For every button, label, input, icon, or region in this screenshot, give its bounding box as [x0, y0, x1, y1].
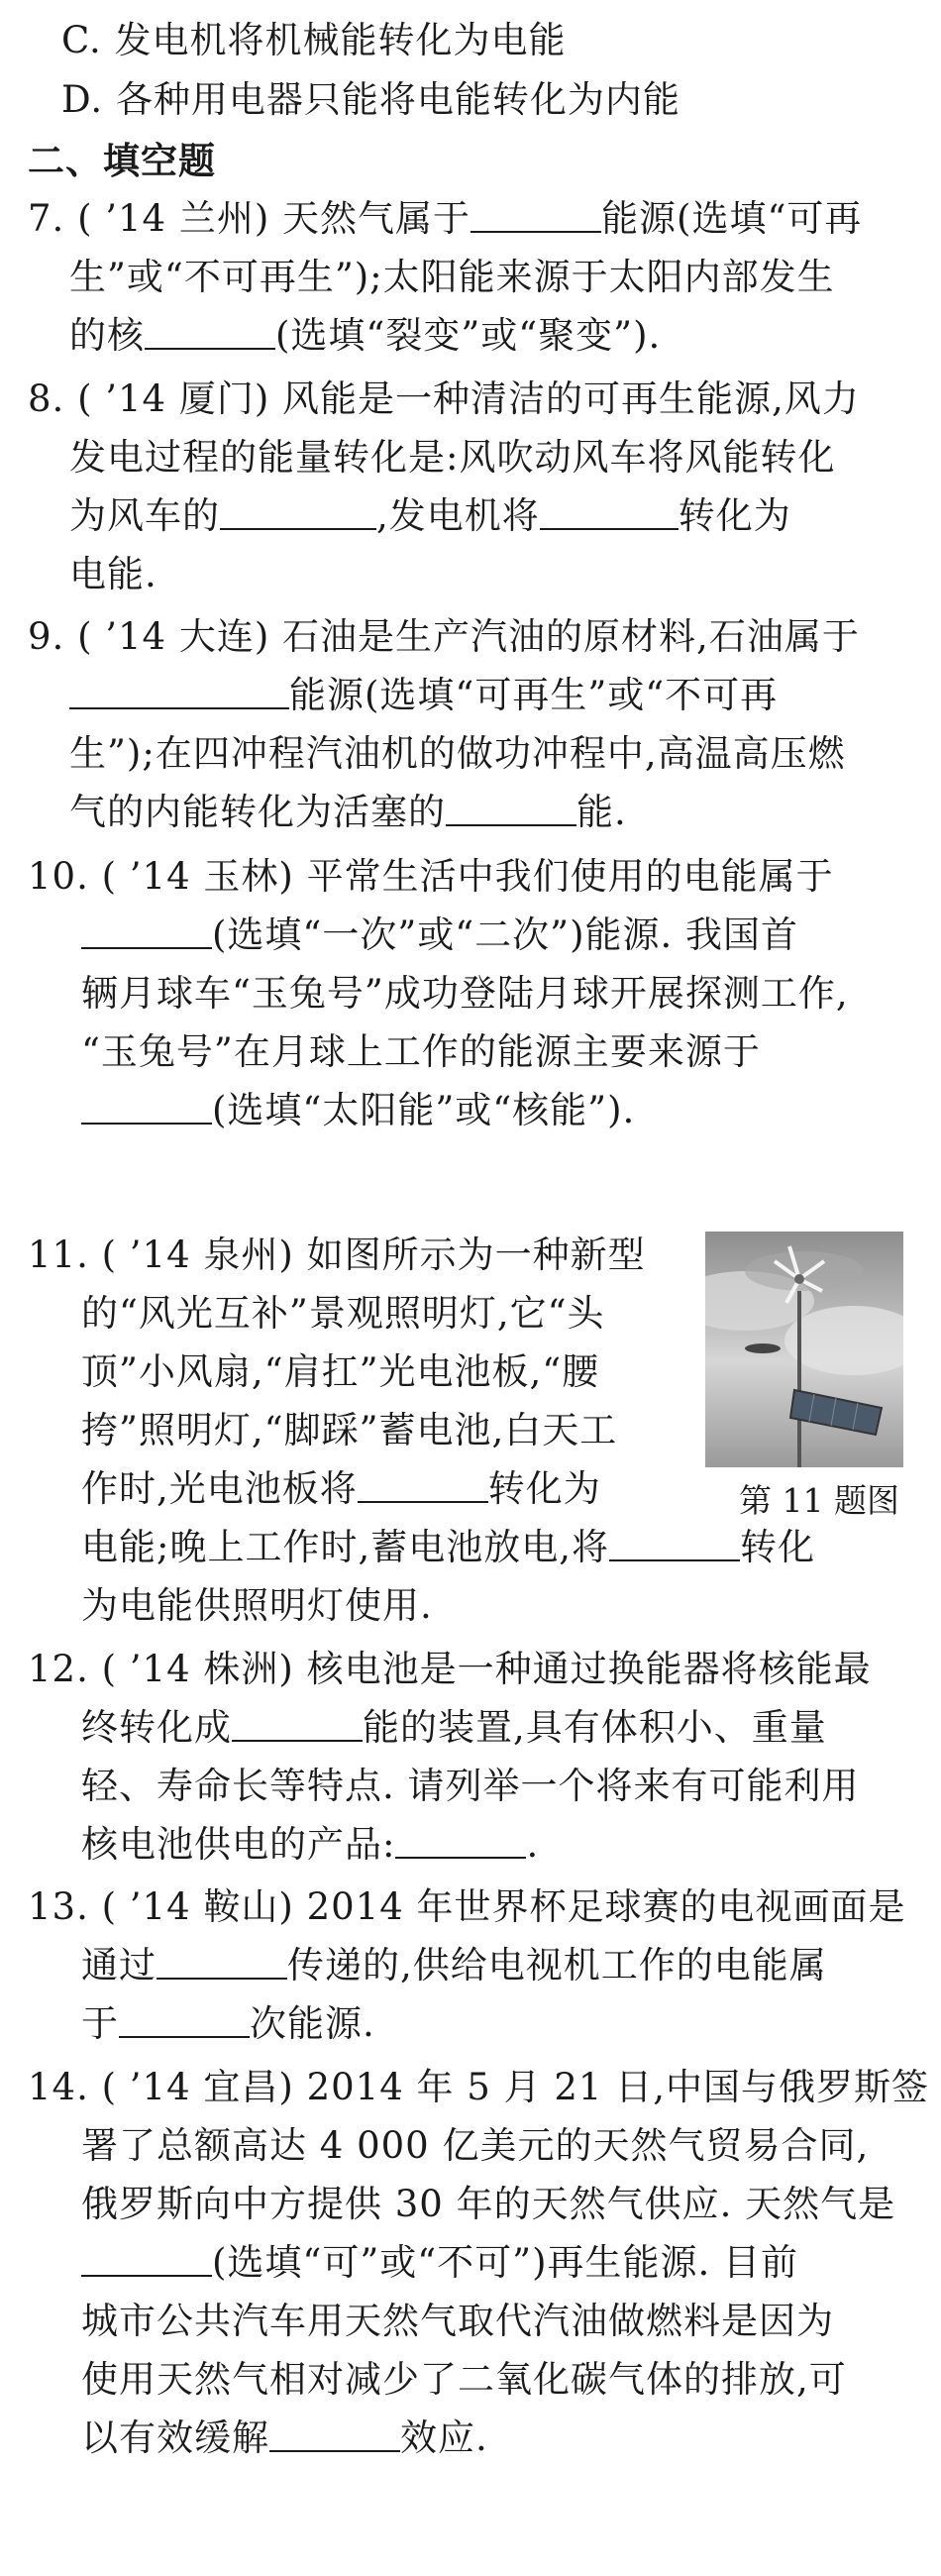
question-8-line-4: 电能. — [69, 553, 157, 595]
question-11-line-6: 电能;晚上工作时,蓄电池放电,将 转化 — [81, 1526, 815, 1568]
question-8-line-1: 8. ( ’14 厦门) 风能是一种清洁的可再生能源,风力 — [28, 377, 860, 420]
question-11-line-4: 挎”照明灯,“脚踩”蓄电池,白天工 — [81, 1409, 618, 1451]
answer-blank[interactable] — [395, 1823, 526, 1859]
figure-caption: 第 11 题图 — [739, 1481, 899, 1520]
answer-blank[interactable] — [81, 913, 212, 949]
answer-blank[interactable] — [145, 314, 275, 350]
question-14-line-2: 署了总额高达 4 000 亿美元的天然气贸易合同, — [81, 2124, 870, 2167]
question-9-line-1: 9. ( ’14 大连) 石油是生产汽油的原材料,石油属于 — [28, 615, 860, 658]
question-14-line-1: 14. ( ’14 宜昌) 2014 年 5 月 21 日,中国与俄罗斯签 — [28, 2066, 929, 2108]
question-14-line-7: 以有效缓解 效应. — [81, 2416, 488, 2459]
question-11-line-2: 的“风光互补”景观照明灯,它“头 — [81, 1292, 605, 1335]
question-10-line-1: 10. ( ’14 玉林) 平常生活中我们使用的电能属于 — [28, 855, 834, 898]
answer-blank[interactable] — [81, 2241, 212, 2277]
question-12-line-2: 终转化成 能的装置,具有体积小、重量 — [81, 1706, 827, 1749]
answer-blank[interactable] — [220, 494, 376, 530]
question-9-line-4: 气的内能转化为活塞的 能. — [69, 791, 627, 833]
answer-blank[interactable] — [358, 1467, 488, 1503]
answer-blank[interactable] — [81, 1089, 212, 1125]
question-14-line-3: 俄罗斯向中方提供 30 年的天然气供应. 天然气是 — [81, 2183, 896, 2225]
answer-blank[interactable] — [232, 1706, 363, 1742]
option-c: C. 发电机将机械能转化为电能 — [61, 19, 567, 61]
question-10-line-3: 辆月球车“玉兔号”成功登陆月球开展探测工作, — [81, 972, 849, 1015]
answer-blank[interactable] — [157, 1944, 287, 1980]
question-12-line-3: 轻、寿命长等特点. 请列举一个将来有可能利用 — [81, 1765, 860, 1807]
question-11-line-5: 作时,光电池板将 转化为 — [81, 1467, 601, 1510]
question-10-line-2: (选填“一次”或“二次”)能源. 我国首 — [81, 909, 798, 962]
question-10-line-4: “玉兔号”在月球上工作的能源主要来源于 — [81, 1030, 761, 1073]
wind-solar-lamp-illustration — [705, 1232, 903, 1467]
question-7-line-3: 的核 (选填“裂变”或“聚变”). — [69, 314, 662, 357]
answer-blank[interactable] — [69, 674, 289, 709]
question-13-line-1: 13. ( ’14 鞍山) 2014 年世界杯足球赛的电视画面是 — [28, 1885, 906, 1928]
question-11-line-3: 顶”小风扇,“肩扛”光电池板,“腰 — [81, 1350, 600, 1393]
question-8-line-3: 为风车的 ,发电机将 转化为 — [69, 494, 791, 537]
question-8-line-2: 发电过程的能量转化是:风吹动风车将风能转化 — [69, 436, 836, 479]
answer-blank[interactable] — [269, 2416, 400, 2452]
question-7-line-2: 生”或“不可再生”);太阳能来源于太阳内部发生 — [69, 256, 835, 298]
question-9-line-2: 能源(选填“可再生”或“不可再 — [69, 669, 778, 722]
question-12-line-1: 12. ( ’14 株洲) 核电池是一种通过换能器将核能最 — [28, 1648, 872, 1690]
question-7-line-1: 7. ( ’14 兰州) 天然气属于 能源(选填“可再 — [28, 197, 863, 240]
question-11-line-1: 11. ( ’14 泉州) 如图所示为一种新型 — [28, 1234, 646, 1276]
answer-blank[interactable] — [470, 197, 601, 233]
wind-solar-lamp-photo — [705, 1232, 903, 1467]
question-9-line-3: 生”);在四冲程汽油机的做功冲程中,高温高压燃 — [69, 732, 846, 775]
answer-blank[interactable] — [446, 791, 576, 826]
section-heading: 二、填空题 — [28, 140, 216, 182]
option-d: D. 各种用电器只能将电能转化为内能 — [61, 78, 680, 121]
question-14-line-4: (选填“可”或“不可”)再生能源. 目前 — [81, 2236, 798, 2290]
answer-blank[interactable] — [119, 2002, 250, 2038]
question-10-line-5: (选填“太阳能”或“核能”). — [81, 1084, 635, 1137]
question-13-line-3: 于 次能源. — [81, 2002, 375, 2045]
question-14-line-5: 城市公共汽车用天然气取代汽油做燃料是因为 — [81, 2300, 834, 2342]
answer-blank[interactable] — [540, 494, 679, 530]
question-11-line-7: 为电能供照明灯使用. — [81, 1584, 433, 1627]
question-12-line-4: 核电池供电的产品: . — [81, 1823, 540, 1866]
question-13-line-2: 通过 传递的,供给电视机工作的电能属 — [81, 1944, 827, 1986]
answer-blank[interactable] — [609, 1526, 740, 1561]
question-14-line-6: 使用天然气相对减少了二氧化碳气体的排放,可 — [81, 2358, 847, 2401]
